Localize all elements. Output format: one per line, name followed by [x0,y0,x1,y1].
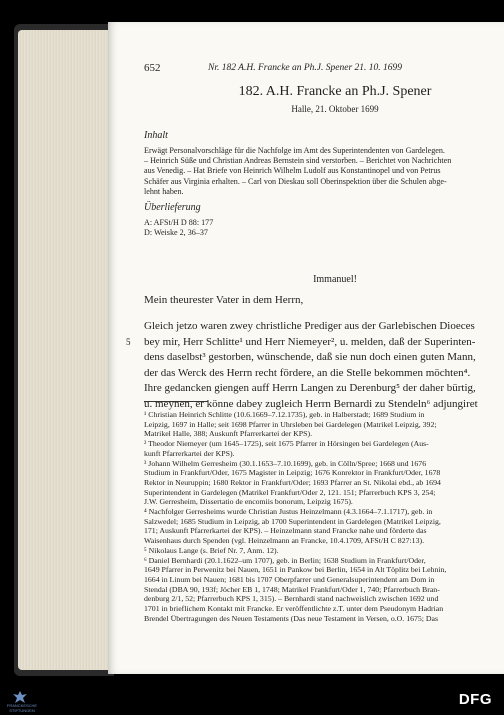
letter-place-date: Halle, 21. Oktober 1699 [291,104,379,114]
eagle-icon [12,690,28,704]
line-number: 5 [126,337,131,347]
footnote-line: 171; Auskunft Pfarrerkartei der KPS). – Heinzelmann stand Francke nahe und förderte das [144,526,427,536]
footnote-line: Studium in Frankfurt/Oder, 1675 Magister in Leipzig; 1676 Konrektor in Frankfurt/Oder, 1678 [144,468,441,478]
greeting: Mein theurester Vater in dem Herrn, [144,294,304,306]
body-line: dens daselbst³ gestorben, wünschende, daß sie nun doch einen guten Mann, [144,351,476,364]
footnote-line: Brendel Übertragungen des Neuen Testaments (Das neue Testament in Versen, o.O. 1675; Das [144,613,439,623]
page-header [144,62,494,76]
body-line: der das Werck des Herrn recht fördere, an die Stelle bekommen möchten⁴. [144,366,471,379]
footnote-line: ⁶ Daniel Bernhardi (20.1.1622–um 1707), geb. in Berlin; 1638 Studium in Frankfurt/Oder, [144,555,426,565]
footnote-line: Superintendent in Gardelegen (Matrikel Frankfurt/Oder 2, 121. 151; Pfarrerbuch KPS 3, 254; [144,487,436,497]
footnote-line: 1649 Pfarrer in Perwenitz bei Nauen, 1651 in Pankow bei Berlin, 1654 in Alt Töplitz bei Lehnin, [144,565,447,575]
footnote-line: Salzwedel; 1685 Studium in Leipzig, ab 1700 Superintendent in Gardelegen (Matrikel Leipzig, [144,516,441,526]
footnote-line: Matrikel Halle, 388; Auskunft Pfarrerkartei der KPS). [144,429,313,439]
book-page-edges [18,30,110,670]
body-line: Ihre gedancken giengen auff Herrn Langen zu Derenburg⁵ der daher bürtig, [144,382,476,395]
footnote-line: denburg 2/1, 52; Pfarrerbuch KPS 1, 315). – Bernhardi stand nachweislich zwischen 1692 und [144,594,439,604]
body-line: bey mir, Herr Schlitte¹ und Herr Niemeyer², u. melden, daß der Superinten- [144,335,476,348]
footnote-line: Stendal (DBA 90, 193f; Jöcher EB 1, 1748; Matrikel Frankfurt/Oder 1, 740; Pfarrerbuch Bran- [144,584,440,594]
body-line: u. meynen, er könne dabey zugleich Herrn Bernardi zu Stendeln⁶ adjungiret [144,397,478,410]
inhalt-line: aus Venedig. – Hat Briefe von Heinrich Wilhelm Ludolf aus Konstantinopel und von Petrus [144,166,441,176]
franckesche-stiftungen-logo [4,690,64,714]
running-title: Nr. 182 A.H. Francke an Ph.J. Spener 21. 10. 1699 [208,63,403,73]
inhalt-text [144,146,470,197]
ueberlieferung-line: D: Weiske 2, 36–37 [144,228,208,238]
ueberlieferung-text [144,218,470,238]
logo-left-text: FRANCKESCHE STIFTUNGEN [6,703,38,713]
footnote-line: ³ Johann Wilhelm Gerresheim (30.1.1653–7.10.1699), geb. in Cölln/Spree; 1668 und 1676 [144,458,427,468]
footnote-line: ¹ Christian Heinrich Schlitte (10.6.1669–7.12.1735), geb. in Halberstadt; 1689 Studium in [144,410,425,419]
inhalt-line: Schäfer aus Virginia erhalten. – Carl von Dieskau soll Oberinspektion über die Schulen abge- [144,176,447,186]
footnote-line: J.W. Gerresheim, Dissertatio de encomiis bonorum, Leipzig 1675). [144,497,353,507]
footnote-line: 1701 in brieflichem Kontakt mit Francke. Er veröffentlichte z.T. unter dem Pseudonym Hadrian [144,604,444,614]
page-number: 652 [144,62,161,74]
footnote-line: ⁴ Nachfolger Gerresheims wurde Christian Justus Heinzelmann (4.3.1664–7.1.1717), geb. in [144,507,433,517]
letter-title: 182. A.H. Francke an Ph.J. Spener [238,84,432,99]
letter-body [144,319,484,413]
ueberlieferung-line: A: AFSt/H D 88: 177 [144,218,214,227]
footnote-line: Leipzig, 1697 in Halle; seit 1698 Pfarrer in Uhrsleben bei Gardelegen (Matrikel Leipzig, 392; [144,419,437,429]
footnote-rule [144,401,208,402]
salutation: Immanuel! [313,274,357,285]
ueberlieferung-heading: Überlieferung [144,202,201,213]
dfg-logo: DFG [458,691,492,708]
inhalt-heading: Inhalt [144,130,168,141]
footnote-line: Waisenhaus durch Spenden (vgl. Heinzelmann an Francke, 10.4.1709, AFSt/H C 827:13). [144,536,425,546]
inhalt-line: Erwägt Personalvorschläge für die Nachfolge im Amt des Superintendenten von Gardelegen. [144,146,445,155]
book-page [108,22,504,674]
footnote-line: ⁵ Nikolaus Lange (s. Brief Nr. 7, Anm. 12). [144,545,279,555]
footnote-line: kunft Pfarrerkartei der KPS). [144,448,235,458]
footnote-line: ² Theodor Niemeyer (um 1645–1725), seit 1675 Pfarrer in Hörsingen bei Gardelegen (Aus- [144,439,429,449]
footnotes [144,410,480,623]
inhalt-line: – Heinrich Süße und Christian Andreas Bernstein sind verstorben. – Berichtet von Nachrichten [144,156,452,166]
footnote-line: Rektor in Neuruppin; 1680 Rektor in Frankfurt/Oder; 1693 Pfarrer an St. Nikolai ebd., ab 1694 [144,477,441,487]
footnote-line: 1664 in Linum bei Nauen; 1681 bis 1707 Oberpfarrer und Generalsuperintendent am Dom in [144,574,435,584]
body-line: Gleich jetzo waren zwey christliche Prediger aus der Garlebischen Dioeces [144,320,475,332]
inhalt-line: lehnt haben. [144,186,184,196]
